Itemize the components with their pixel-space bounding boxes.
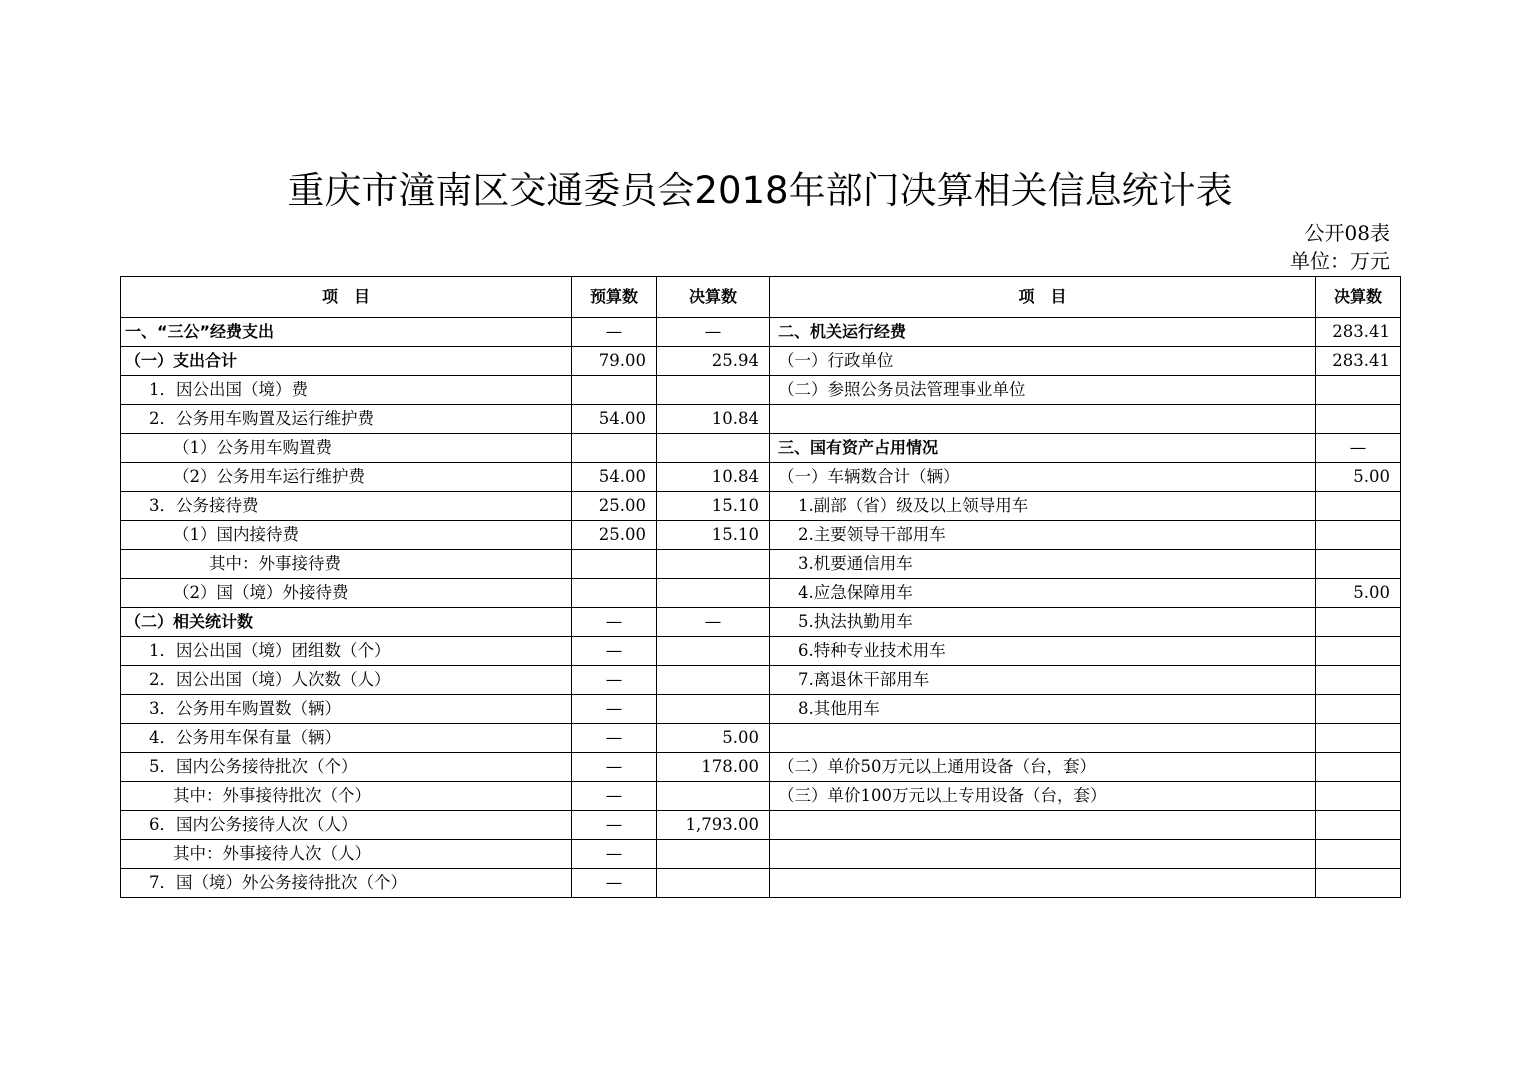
right-item-cell: 1.副部（省）级及以上领导用车: [770, 492, 1316, 521]
right-final-cell: [1316, 521, 1401, 550]
table-row: [121, 724, 1401, 753]
left-item-cell: （1）国内接待费: [121, 521, 572, 550]
right-final-cell: [1316, 840, 1401, 869]
budget-cell: —: [572, 724, 657, 753]
right-item-cell: [770, 405, 1316, 434]
statistics-table: [120, 276, 1401, 898]
final-cell: [657, 695, 770, 724]
budget-cell: —: [572, 318, 657, 347]
left-item-cell: 其中：外事接待人次（人）: [121, 840, 572, 869]
right-item-cell: 三、国有资产占用情况: [770, 434, 1316, 463]
budget-cell: —: [572, 782, 657, 811]
table-row: [121, 637, 1401, 666]
final-cell: —: [657, 318, 770, 347]
final-cell: [657, 579, 770, 608]
final-cell: [657, 869, 770, 898]
final-cell: 1,793.00: [657, 811, 770, 840]
right-final-cell: [1316, 666, 1401, 695]
left-item-cell: 其中：外事接待批次（个）: [121, 782, 572, 811]
header-right-item: 项 目: [770, 277, 1316, 318]
right-final-cell: [1316, 695, 1401, 724]
left-item-cell: 5．国内公务接待批次（个）: [121, 753, 572, 782]
final-cell: [657, 666, 770, 695]
right-final-cell: [1316, 550, 1401, 579]
final-cell: [657, 550, 770, 579]
header-final: 决算数: [657, 277, 770, 318]
budget-cell: 54.00: [572, 463, 657, 492]
budget-cell: [572, 579, 657, 608]
unit-label: 单位：万元: [1290, 249, 1390, 273]
budget-cell: 25.00: [572, 521, 657, 550]
left-item-cell: 3．公务接待费: [121, 492, 572, 521]
right-final-cell: [1316, 492, 1401, 521]
right-item-cell: （三）单价100万元以上专用设备（台，套）: [770, 782, 1316, 811]
table-row: [121, 318, 1401, 347]
table-row: [121, 434, 1401, 463]
left-item-cell: （一）支出合计: [121, 347, 572, 376]
table-header-row: [121, 277, 1401, 318]
table-row: [121, 695, 1401, 724]
right-final-cell: [1316, 376, 1401, 405]
left-item-cell: 4．公务用车保有量（辆）: [121, 724, 572, 753]
table-row: [121, 347, 1401, 376]
budget-cell: —: [572, 695, 657, 724]
right-final-cell: [1316, 608, 1401, 637]
budget-cell: 54.00: [572, 405, 657, 434]
left-item-cell: 6．国内公务接待人次（人）: [121, 811, 572, 840]
right-item-cell: [770, 840, 1316, 869]
right-final-cell: [1316, 405, 1401, 434]
budget-cell: 25.00: [572, 492, 657, 521]
right-item-cell: 5.执法执勤用车: [770, 608, 1316, 637]
page-title: 重庆市潼南区交通委员会2018年部门决算相关信息统计表: [287, 169, 1233, 212]
left-item-cell: （2）公务用车运行维护费: [121, 463, 572, 492]
right-item-cell: 4.应急保障用车: [770, 579, 1316, 608]
right-item-cell: [770, 724, 1316, 753]
final-cell: —: [657, 608, 770, 637]
right-final-cell: [1316, 869, 1401, 898]
right-item-cell: 3.机要通信用车: [770, 550, 1316, 579]
right-final-cell: [1316, 724, 1401, 753]
final-cell: 10.84: [657, 463, 770, 492]
budget-cell: —: [572, 869, 657, 898]
right-final-cell: 283.41: [1316, 318, 1401, 347]
right-item-cell: （二）单价50万元以上通用设备（台，套）: [770, 753, 1316, 782]
left-item-cell: 1．因公出国（境）费: [121, 376, 572, 405]
right-final-cell: [1316, 637, 1401, 666]
right-final-cell: 5.00: [1316, 579, 1401, 608]
budget-cell: —: [572, 840, 657, 869]
left-item-cell: 2．公务用车购置及运行维护费: [121, 405, 572, 434]
budget-cell: —: [572, 608, 657, 637]
left-item-cell: 一、“三公”经费支出: [121, 318, 572, 347]
table-row: [121, 608, 1401, 637]
header-budget: 预算数: [572, 277, 657, 318]
table-row: [121, 550, 1401, 579]
table-row: [121, 492, 1401, 521]
table-row: [121, 811, 1401, 840]
final-cell: 10.84: [657, 405, 770, 434]
left-item-cell: 3．公务用车购置数（辆）: [121, 695, 572, 724]
final-cell: 5.00: [657, 724, 770, 753]
table-row: [121, 840, 1401, 869]
budget-cell: —: [572, 666, 657, 695]
budget-cell: —: [572, 753, 657, 782]
left-item-cell: 7．国（境）外公务接待批次（个）: [121, 869, 572, 898]
right-final-cell: 5.00: [1316, 463, 1401, 492]
left-item-cell: 1．因公出国（境）团组数（个）: [121, 637, 572, 666]
final-cell: 25.94: [657, 347, 770, 376]
left-item-cell: 2．因公出国（境）人次数（人）: [121, 666, 572, 695]
budget-cell: [572, 550, 657, 579]
left-item-cell: （1）公务用车购置费: [121, 434, 572, 463]
right-item-cell: 7.离退休干部用车: [770, 666, 1316, 695]
table-row: [121, 405, 1401, 434]
final-cell: [657, 840, 770, 869]
table-row: [121, 521, 1401, 550]
right-item-cell: （一）车辆数合计（辆）: [770, 463, 1316, 492]
right-item-cell: 8.其他用车: [770, 695, 1316, 724]
final-cell: 15.10: [657, 521, 770, 550]
table-code: 公开08表: [1304, 221, 1390, 245]
right-item-cell: 2.主要领导干部用车: [770, 521, 1316, 550]
right-final-cell: [1316, 782, 1401, 811]
final-cell: [657, 434, 770, 463]
budget-cell: —: [572, 637, 657, 666]
right-item-cell: （二）参照公务员法管理事业单位: [770, 376, 1316, 405]
right-item-cell: （一）行政单位: [770, 347, 1316, 376]
final-cell: [657, 637, 770, 666]
right-item-cell: [770, 869, 1316, 898]
header-left-item: 项 目: [121, 277, 572, 318]
right-final-cell: —: [1316, 434, 1401, 463]
left-item-cell: （2）国（境）外接待费: [121, 579, 572, 608]
budget-cell: 79.00: [572, 347, 657, 376]
table-row: [121, 666, 1401, 695]
left-item-cell: 其中：外事接待费: [121, 550, 572, 579]
table-row: [121, 753, 1401, 782]
budget-cell: [572, 376, 657, 405]
budget-cell: [572, 434, 657, 463]
final-cell: [657, 782, 770, 811]
right-item-cell: 6.特种专业技术用车: [770, 637, 1316, 666]
table-body: [121, 277, 1401, 898]
table-row: [121, 579, 1401, 608]
right-item-cell: [770, 811, 1316, 840]
final-cell: 178.00: [657, 753, 770, 782]
left-item-cell: （二）相关统计数: [121, 608, 572, 637]
budget-cell: —: [572, 811, 657, 840]
table-row: [121, 376, 1401, 405]
right-final-cell: [1316, 811, 1401, 840]
final-cell: 15.10: [657, 492, 770, 521]
table-row: [121, 782, 1401, 811]
header-right-final: 决算数: [1316, 277, 1401, 318]
right-final-cell: [1316, 753, 1401, 782]
table-row: [121, 869, 1401, 898]
final-cell: [657, 376, 770, 405]
right-item-cell: 二、机关运行经费: [770, 318, 1316, 347]
right-final-cell: 283.41: [1316, 347, 1401, 376]
table-row: [121, 463, 1401, 492]
